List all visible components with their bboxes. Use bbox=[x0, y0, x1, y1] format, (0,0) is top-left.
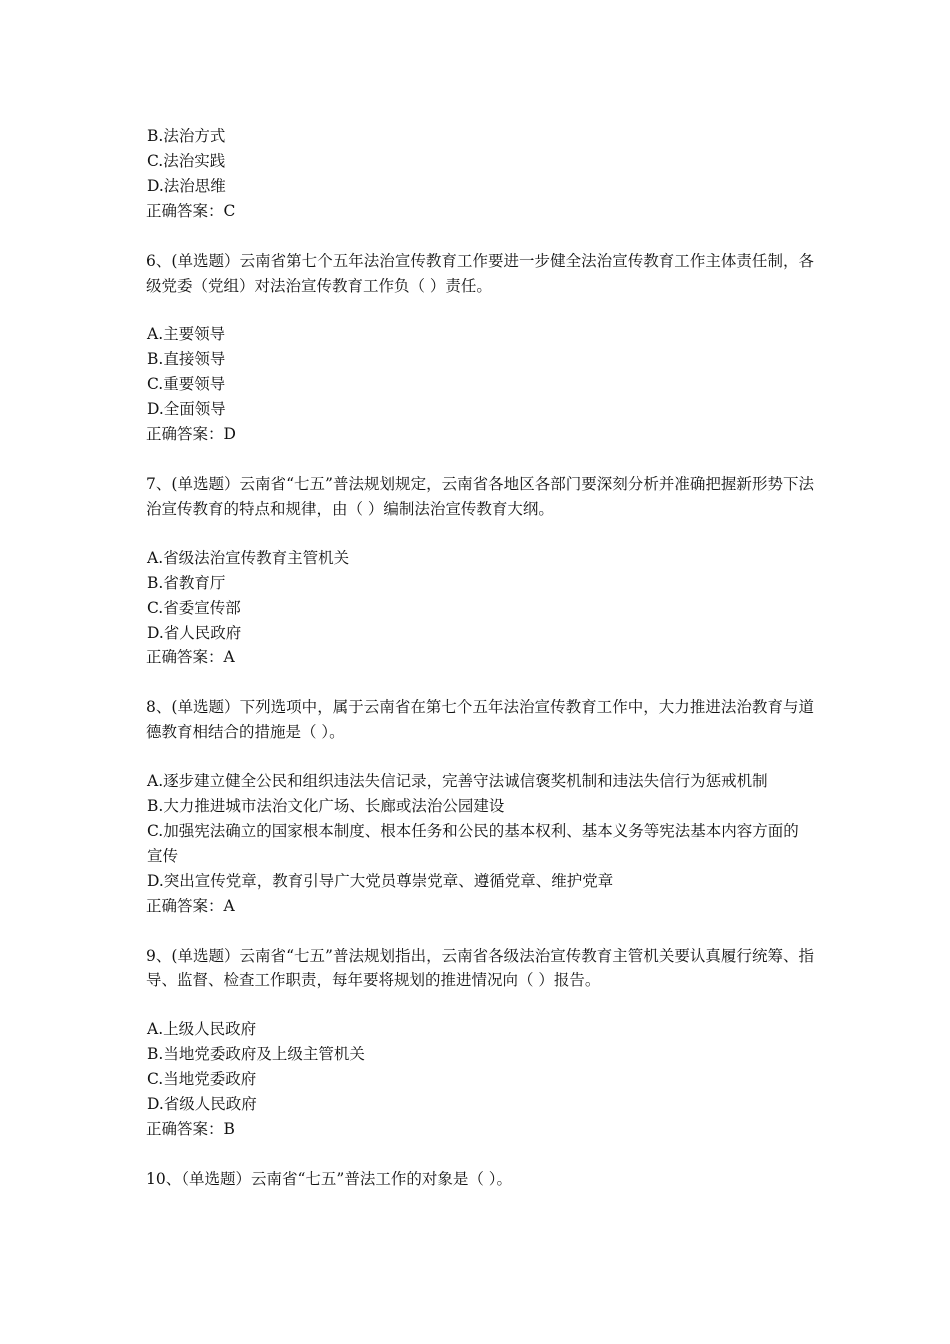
question-9 bbox=[146, 944, 814, 1142]
answer-line: 正确答案：D bbox=[146, 425, 236, 444]
question-stem: 9、(单选题）云南省“七五”普法规划指出，云南省各级法治宣传教育主管机关要认真履行统筹、指导、监督、检查工作职责，每年要将规划的推进情况向（ ）报告。 bbox=[146, 946, 814, 990]
answer-line: 正确答案：A bbox=[146, 648, 235, 667]
option-d: D.法治思维 bbox=[147, 176, 226, 195]
option-a: A.省级法治宣传教育主管机关 bbox=[147, 548, 350, 567]
question-stem: 6、(单选题）云南省第七个五年法治宣传教育工作要进一步健全法治宣传教育工作主体责任制，各级党委（党组）对法治宣传教育工作负（ ）责任。 bbox=[146, 251, 814, 295]
option-a: A.上级人民政府 bbox=[147, 1020, 257, 1039]
question-8 bbox=[146, 695, 814, 918]
option-c: C.加强宪法确立的国家根本制度、根本任务和公民的基本权利、基本义务等宪法基本内容方面的宣传 bbox=[147, 821, 799, 865]
option-d: D.省人民政府 bbox=[147, 623, 242, 642]
question-stem: 8、(单选题）下列选项中，属于云南省在第七个五年法治宣传教育工作中，大力推进法治教育与道德教育相结合的措施是（ ）。 bbox=[146, 698, 814, 742]
option-a: A.逐步建立健全公民和组织违法失信记录，完善守法诚信褒奖机制和违法失信行为惩戒机制 bbox=[147, 772, 768, 791]
answer-line: 正确答案：A bbox=[146, 896, 235, 915]
question-7 bbox=[146, 472, 814, 670]
option-d: D.省级人民政府 bbox=[147, 1095, 257, 1114]
answer-line: 正确答案：C bbox=[146, 201, 236, 220]
question-10 bbox=[146, 1167, 814, 1192]
option-b: B.法治方式 bbox=[147, 127, 226, 145]
question-6 bbox=[146, 249, 814, 447]
option-b: B.省教育厅 bbox=[147, 573, 226, 592]
option-c: C.当地党委政府 bbox=[147, 1070, 257, 1089]
option-b: B.大力推进城市法治文化广场、长廊或法治公园建设 bbox=[147, 797, 505, 816]
option-d: D.全面领导 bbox=[147, 400, 226, 419]
option-c: C.法治实践 bbox=[147, 151, 226, 170]
answer-line: 正确答案：B bbox=[146, 1120, 235, 1138]
question-list bbox=[146, 124, 814, 1192]
question-stem: 10、（单选题）云南省“七五”普法工作的对象是（ ）。 bbox=[146, 1169, 512, 1188]
option-a: A.主要领导 bbox=[147, 325, 226, 344]
option-d: D.突出宣传党章，教育引导广大党员尊崇党章、遵循党章、维护党章 bbox=[147, 871, 614, 890]
option-b: B.当地党委政府及上级主管机关 bbox=[147, 1045, 365, 1064]
question-5-tail bbox=[146, 124, 814, 224]
question-stem: 7、(单选题）云南省“七五”普法规划规定，云南省各地区各部门要深刻分析并准确把握新形势下法治宣传教育的特点和规律，由（ ）编制法治宣传教育大纲。 bbox=[146, 474, 814, 518]
option-c: C.重要领导 bbox=[147, 375, 226, 394]
option-b: B.直接领导 bbox=[147, 350, 226, 369]
option-c: C.省委宣传部 bbox=[147, 598, 241, 617]
